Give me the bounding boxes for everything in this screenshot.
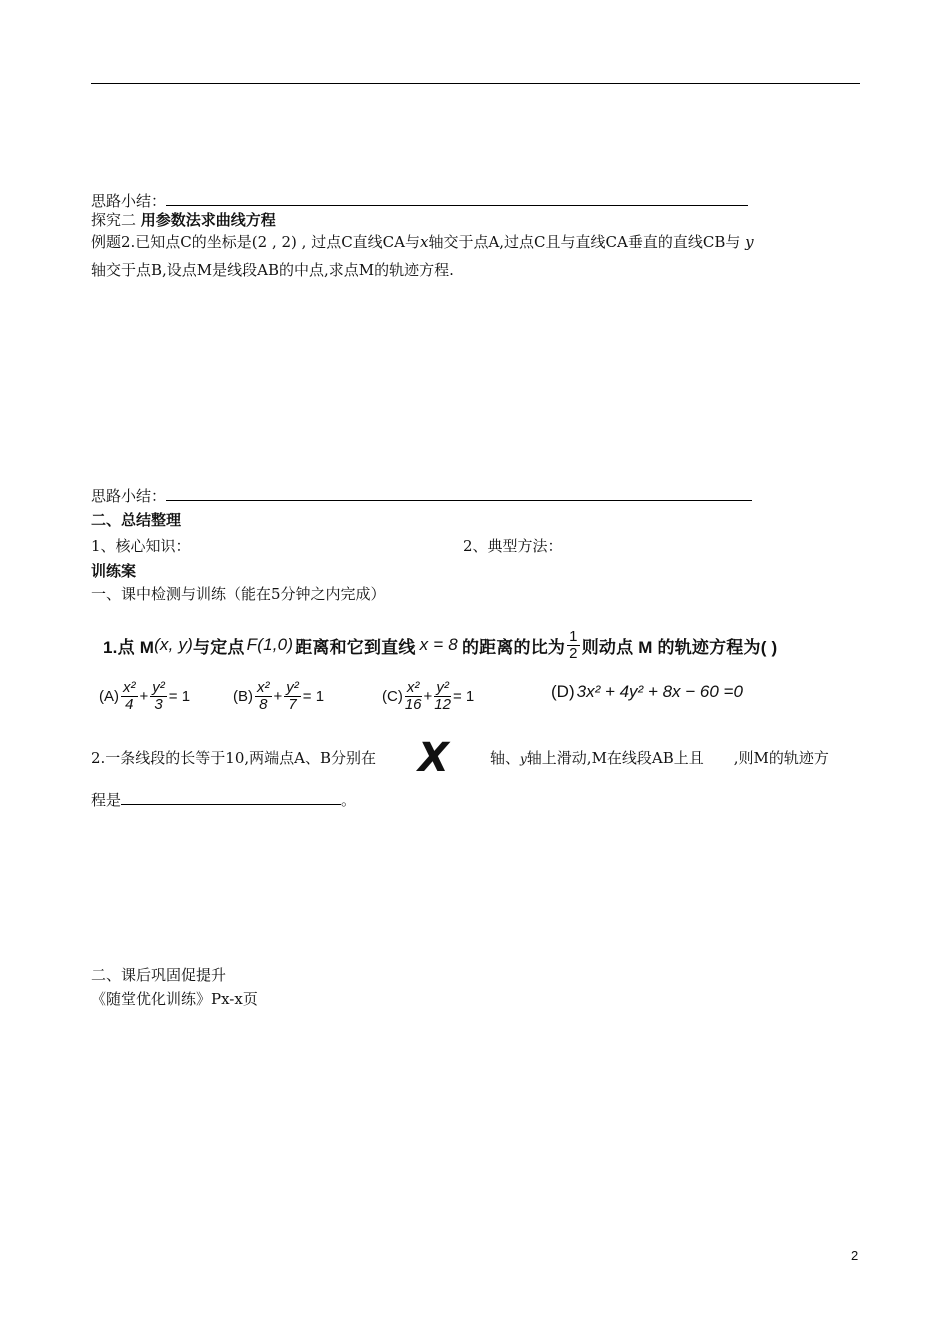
summary-label: 思路小结：: [91, 192, 167, 210]
var-y: y: [745, 233, 754, 251]
summary-label-2: 思路小结：: [91, 487, 167, 505]
option-c-frac2: [434, 680, 451, 713]
ratio-denominator: 2: [569, 644, 578, 662]
example-line-1: [91, 233, 754, 251]
q2-line-1b: [490, 749, 829, 768]
example-text-b: 轴交于点A,过点C且与直线CA垂直的直线CB与: [428, 233, 741, 251]
q1-stem-b: (x, y): [154, 635, 194, 654]
explore-heading: [91, 211, 276, 229]
example-text-2: 轴交于点B,设点M是线段AB的中点,求点M的轨迹方程.: [91, 261, 454, 279]
q2-answer-blank[interactable]: [121, 790, 341, 805]
big-x-symbol: X: [418, 735, 449, 781]
q2-line-1c: 轴上滑动,M在线段AB上且: [526, 749, 704, 767]
option-c[interactable]: (C) $\frac{\text{x²}}{16}$ + $\frac{\text{y²}}{12}$ = 1: [382, 678, 475, 713]
summary-line-1: [91, 191, 748, 210]
explore-prefix: 探究二: [91, 211, 137, 229]
option-c-frac1: [405, 680, 422, 713]
option-a-label: (A): [99, 687, 119, 705]
q1-stem-f: x = 8: [419, 635, 458, 654]
option-b-rhs: = 1: [302, 687, 325, 705]
q2-line-1d: ,则M的轨迹方: [733, 749, 829, 767]
option-a-frac2: [150, 680, 167, 713]
option-a-frac1: [121, 680, 138, 713]
answer-blank[interactable]: [166, 191, 748, 206]
core-knowledge: 1、核心知识：: [91, 537, 191, 555]
q2-line2-text: 程是: [91, 791, 122, 809]
option-c-n2: y²: [434, 680, 451, 697]
summary-line-2: [91, 486, 752, 505]
answer-blank-2[interactable]: [166, 486, 752, 501]
option-b-n1: x²: [257, 678, 270, 696]
option-a-d1: 4: [125, 695, 134, 713]
option-b-frac2: [284, 680, 301, 713]
option-c-d1: 16: [404, 695, 422, 713]
option-b[interactable]: (B) $\frac{\text{x²}}{8}$ + $\frac{\text{y²}}{7}$ = 1: [233, 678, 325, 713]
question-1: [103, 625, 777, 665]
option-c-d2: 12: [434, 695, 451, 713]
section-heading: 二、总结整理: [91, 511, 182, 529]
part2-heading: 二、课后巩固促提升: [91, 966, 227, 984]
ratio-fraction: [567, 629, 580, 662]
option-b-d1: 8: [259, 695, 268, 713]
option-a[interactable]: (A) $\frac{\text{x²}}{4}$ + $\frac{\text{y²}}{3}$ = 1: [99, 678, 191, 713]
q1-stem-d: F(1,0): [246, 635, 294, 654]
option-d-expr: 3x² + 4y² + 8x − 60 =0: [576, 682, 743, 701]
option-a-d2: 3: [154, 695, 163, 713]
var-x: x: [419, 233, 429, 251]
q1-stem-a: 1.点 M: [103, 637, 155, 657]
option-b-n2: y²: [286, 678, 299, 696]
q2-axis-label: 轴、: [490, 749, 521, 767]
q1-stem-h: 则动点 M 的轨迹方程为( ): [581, 637, 778, 657]
q1-stem-c: 与定点: [193, 637, 245, 657]
page-number: 2: [851, 1248, 859, 1263]
option-d-label: (D): [551, 682, 575, 701]
option-c-rhs: = 1: [452, 687, 475, 705]
option-b-d2: 7: [288, 695, 297, 713]
part2-book: 《随堂优化训练》Px-x页: [91, 990, 258, 1008]
example-line-2: [91, 261, 454, 279]
option-c-n1: x²: [405, 680, 422, 697]
option-c-label: (C): [382, 687, 403, 705]
q1-stem-g: 的距离的比为: [461, 637, 566, 657]
q1-stem-e: 距离和它到直线: [295, 637, 416, 657]
typical-method: 2、典型方法：: [463, 537, 563, 555]
q2-line-2: [91, 790, 356, 809]
option-d[interactable]: [551, 682, 743, 702]
training-part1: 一、课中检测与训练（能在5分钟之内完成）: [91, 585, 386, 603]
header-rule: [91, 83, 860, 84]
option-a-rhs: = 1: [168, 687, 191, 705]
option-b-label: (B): [233, 687, 253, 705]
option-b-frac1: [255, 680, 272, 713]
q2-end: 。: [341, 791, 357, 809]
explore-title: 用参数法求曲线方程: [140, 211, 276, 229]
option-a-n1: x²: [123, 678, 136, 696]
example-text: 例题2.已知点C的坐标是(2 , 2) , 过点C直线CA与: [91, 233, 420, 251]
q2-line-1a: 2.一条线段的长等于10,两端点A、B分别在: [91, 749, 377, 767]
option-a-n2: y²: [152, 678, 165, 696]
ratio-numerator: 1: [569, 627, 578, 645]
q2-var-y: y: [520, 752, 527, 766]
training-heading: 训练案: [91, 562, 137, 580]
